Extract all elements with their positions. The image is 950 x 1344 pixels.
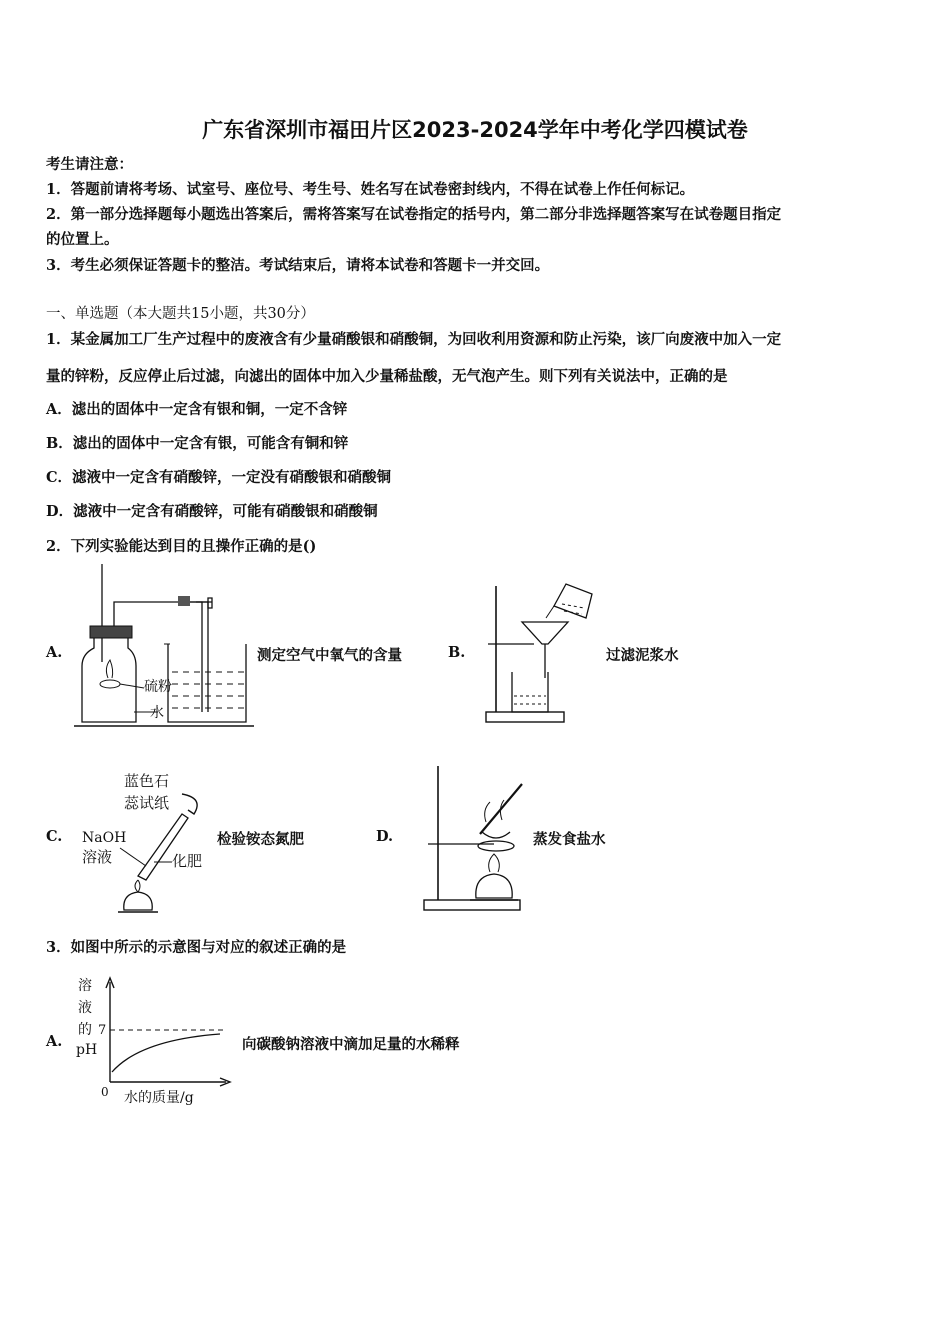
ammonium-test-apparatus bbox=[80, 768, 220, 918]
y-label-char: 的 bbox=[78, 1022, 92, 1038]
section-heading: 一、单选题（本大题共15小题，共30分） bbox=[46, 306, 315, 322]
label-fertilizer: 化肥 bbox=[172, 852, 203, 870]
q1-option-a: A．滤出的固体中一定含有银和铜，一定不含锌 bbox=[46, 401, 348, 418]
q3-a-caption: 向碳酸钠溶液中滴加足量的水稀释 bbox=[242, 1036, 460, 1053]
ph-dilution-graph bbox=[70, 970, 240, 1110]
q2-d-letter: D. bbox=[376, 828, 394, 845]
evaporation-apparatus bbox=[420, 762, 540, 914]
oxygen-measurement-apparatus bbox=[74, 562, 264, 732]
q2-b-letter: B. bbox=[448, 644, 466, 661]
label-litmus-1: 蓝色石 bbox=[124, 772, 170, 790]
y-label-ph: pH bbox=[76, 1042, 98, 1058]
origin-label: 0 bbox=[101, 1085, 109, 1099]
q3-a-letter: A. bbox=[46, 1033, 63, 1050]
notice-item: 3．考生必须保证答题卡的整洁。考试结束后，请将本试卷和答题卡一并交回。 bbox=[46, 257, 550, 274]
q1-option-d: D．滤液中一定含有硝酸锌，可能有硝酸银和硝酸铜 bbox=[46, 503, 378, 520]
q1-option-c: C．滤液中一定含有硝酸锌，一定没有硝酸银和硝酸铜 bbox=[46, 469, 392, 486]
q2-d-caption: 蒸发食盐水 bbox=[533, 831, 606, 848]
filtration-apparatus bbox=[482, 578, 602, 728]
q1-stem-line1: 1．某金属加工厂生产过程中的废液含有少量硝酸银和硝酸铜，为回收利用资源和防止污染，该厂向废液中加入一定 bbox=[46, 331, 782, 348]
label-water: 水 bbox=[150, 705, 164, 721]
label-litmus-2: 蕊试纸 bbox=[124, 794, 170, 812]
notice-item: 1．答题前请将考场、试室号、座位号、考生号、姓名写在试卷密封线内，不得在试卷上作任何标记。 bbox=[46, 181, 695, 198]
q2-c-caption: 检验铵态氮肥 bbox=[217, 831, 304, 848]
q2-stem: 2．下列实验能达到目的且操作正确的是() bbox=[46, 538, 317, 555]
q1-stem-line2: 量的锌粉，反应停止后过滤，向滤出的固体中加入少量稀盐酸，无气泡产生。则下列有关说法中，正确的是 bbox=[46, 368, 728, 385]
q3-stem: 3．如图中所示的示意图与对应的叙述正确的是 bbox=[46, 939, 347, 956]
y-mark-7: 7 bbox=[98, 1023, 107, 1038]
notice-item: 2．第一部分选择题每小题选出答案后，需将答案写在试卷指定的括号内，第二部分非选择题答案写在试卷题目指定 bbox=[46, 206, 782, 223]
notice-item: 的位置上。 bbox=[46, 231, 119, 248]
page-title: 广东省深圳市福田片区2023-2024学年中考化学四模试卷 bbox=[202, 118, 748, 142]
q1-option-b: B．滤出的固体中一定含有银，可能含有铜和锌 bbox=[46, 435, 349, 452]
q2-b-caption: 过滤泥浆水 bbox=[606, 647, 679, 664]
x-label: 水的质量/g bbox=[124, 1090, 194, 1106]
label-naoh: NaOH bbox=[82, 830, 127, 846]
notice-heading: 考生请注意： bbox=[46, 156, 133, 173]
q2-a-letter: A. bbox=[46, 644, 63, 661]
label-solution: 溶液 bbox=[82, 848, 113, 866]
y-label-char: 液 bbox=[78, 1000, 92, 1016]
q2-a-caption: 测定空气中氧气的含量 bbox=[257, 647, 402, 664]
label-sulfur: 硫粉 bbox=[144, 679, 172, 695]
q2-c-letter: C. bbox=[46, 828, 63, 845]
y-label-char: 溶 bbox=[78, 978, 92, 994]
